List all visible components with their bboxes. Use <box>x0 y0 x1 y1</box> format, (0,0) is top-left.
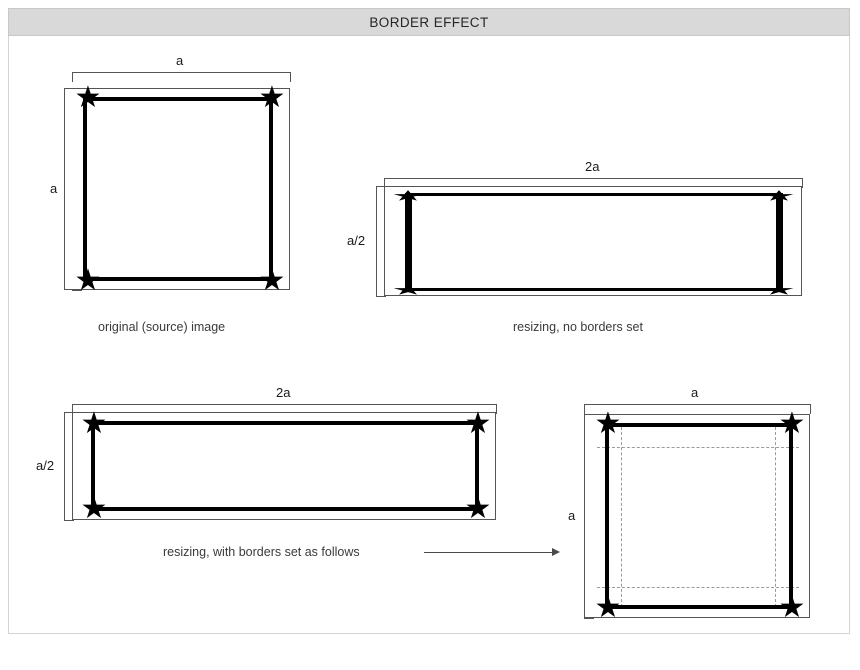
dim-width-original: a <box>176 53 184 68</box>
content-bar-right-original <box>269 99 273 279</box>
dim-height-nb: a/2 <box>347 233 366 248</box>
page-title: BORDER EFFECT <box>369 14 489 30</box>
dim-tick-right-nb <box>802 178 803 188</box>
content-bar-top-original <box>83 97 273 101</box>
dim-tick-bottom-wb <box>64 520 74 521</box>
content-bar-left-original <box>83 99 87 279</box>
content-bar-bottom-res <box>605 605 793 609</box>
border-guide-top <box>597 447 799 448</box>
content-bar-top-res <box>605 423 793 427</box>
content-bar-bottom-wb <box>91 507 479 511</box>
star-icon: ★ <box>80 491 108 526</box>
dim-height-res: a <box>568 508 576 523</box>
dim-line-top-wb <box>72 404 496 405</box>
dim-line-top-nb <box>384 178 802 179</box>
caption-wb: resizing, with borders set as follows <box>163 545 360 559</box>
dim-width-nb: 2a <box>585 159 600 174</box>
dim-tick-left-original <box>72 72 73 82</box>
dim-tick-bottom-nb <box>376 296 386 297</box>
star-icon: ★ <box>258 80 286 115</box>
star-icon: ★ <box>762 281 796 299</box>
star-icon: ★ <box>778 590 806 625</box>
content-bar-top-nb <box>405 193 783 196</box>
caption-nb: resizing, no borders set <box>513 320 643 334</box>
star-icon: ★ <box>391 281 425 299</box>
dim-tick-right-wb <box>496 404 497 414</box>
dim-tick-bottom-res <box>584 618 594 619</box>
dim-line-left-wb <box>64 412 65 520</box>
star-icon: ★ <box>74 80 102 115</box>
dim-tick-left-res <box>584 404 585 414</box>
border-guide-bottom <box>597 587 799 588</box>
dim-line-left-nb <box>376 186 377 296</box>
image-box-nb <box>384 186 802 299</box>
dim-line-top-res <box>584 404 810 405</box>
caption-original: original (source) image <box>98 320 226 334</box>
image-box-res <box>584 414 810 618</box>
arrow-line <box>424 552 552 553</box>
image-box-wb <box>72 412 496 520</box>
star-icon: ★ <box>391 187 425 205</box>
star-icon: ★ <box>594 590 622 625</box>
content-bar-left-nb <box>405 195 412 289</box>
dim-width-wb: 2a <box>276 385 291 400</box>
content-bar-bottom-original <box>83 277 273 281</box>
content-bar-top-wb <box>91 421 479 425</box>
title-bar <box>8 8 850 36</box>
image-box-original <box>64 88 290 290</box>
star-icon: ★ <box>778 406 806 441</box>
star-icon: ★ <box>464 406 492 441</box>
dim-height-wb: a/2 <box>36 458 55 473</box>
star-icon: ★ <box>74 263 102 298</box>
star-icon: ★ <box>80 406 108 441</box>
dim-height-original: a <box>50 181 58 196</box>
star-icon: ★ <box>464 491 492 526</box>
content-bar-left-res <box>605 425 609 607</box>
dim-tick-right-res <box>810 404 811 414</box>
arrow-head-icon <box>552 548 560 556</box>
content-bar-bottom-nb <box>405 288 783 291</box>
dim-tick-right-original <box>290 72 291 82</box>
border-guide-left <box>621 427 622 607</box>
dim-line-top-original <box>72 72 290 73</box>
content-bar-right-nb <box>776 195 783 289</box>
star-icon: ★ <box>762 187 796 205</box>
content-bar-right-res <box>789 425 793 607</box>
star-icon: ★ <box>594 406 622 441</box>
border-guide-right <box>775 427 776 607</box>
star-icon: ★ <box>258 263 286 298</box>
dim-width-res: a <box>691 385 699 400</box>
